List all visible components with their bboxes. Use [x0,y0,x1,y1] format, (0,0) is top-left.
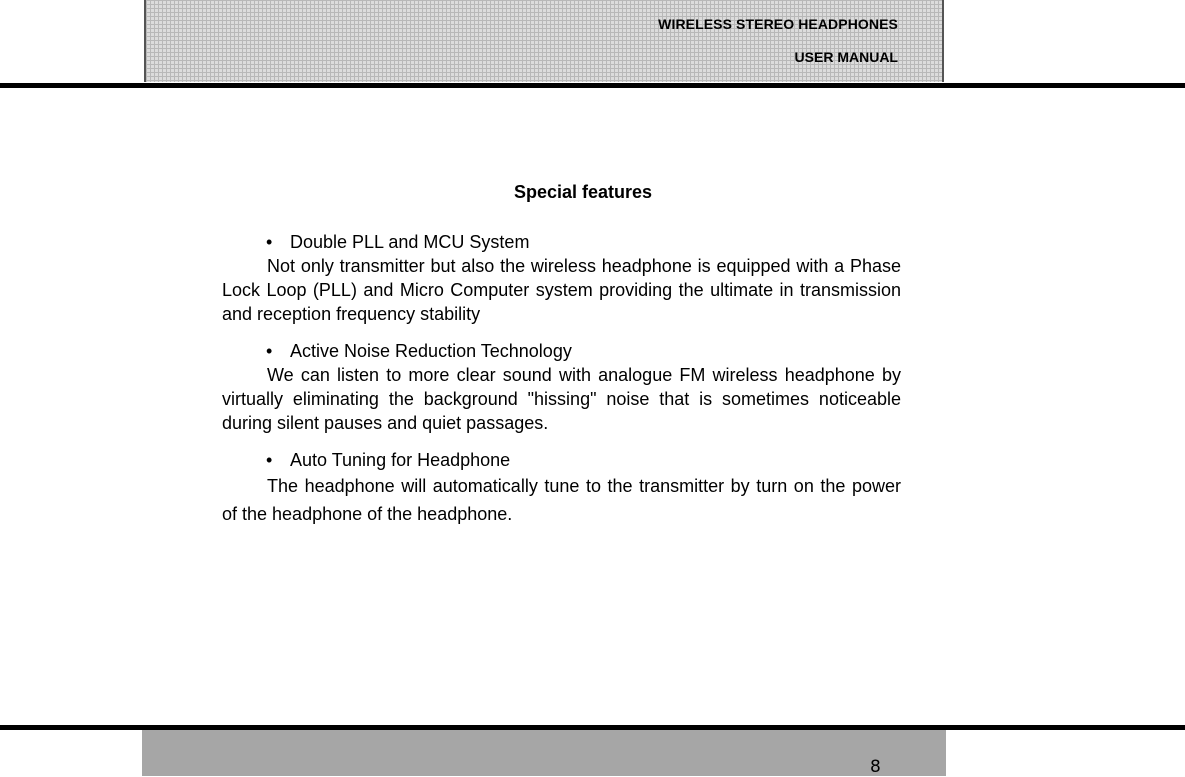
feature-heading-row [222,448,901,472]
header-divider [0,83,1185,88]
feature-description: Not only transmitter but also the wireless headphone is equipped with a Phase Lock Loop (PLL) and Micro Computer system providing the ultimate in transmission and reception frequency stability [222,256,901,324]
bullet-icon: • [266,341,273,361]
page-number: 8 [870,757,881,777]
feature-heading: Auto Tuning for Headphone [290,450,511,470]
feature-item [222,230,901,326]
feature-item [222,339,901,435]
bullet-icon: • [266,232,273,252]
footer-banner [142,730,946,776]
feature-heading: Double PLL and MCU System [290,232,530,252]
document-subtitle: USER MANUAL [794,49,898,65]
feature-heading-row [222,339,901,363]
document-title: WIRELESS STEREO HEADPHONES [658,16,898,32]
header-banner [144,0,944,82]
feature-description: The headphone will automatically tune to the transmitter by turn on the power of the headphone of the headphone. [222,476,901,524]
feature-heading: Active Noise Reduction Technology [290,341,572,361]
bullet-icon: • [266,450,273,470]
section-title: Special features [513,182,653,202]
feature-heading-row [222,230,901,254]
features-list [222,230,901,541]
feature-description: We can listen to more clear sound with analogue FM wireless headphone by virtually eliminating the background "hissing" noise that is sometimes noticeable during silent pauses and quiet passages. [222,365,901,433]
feature-item [222,448,901,528]
